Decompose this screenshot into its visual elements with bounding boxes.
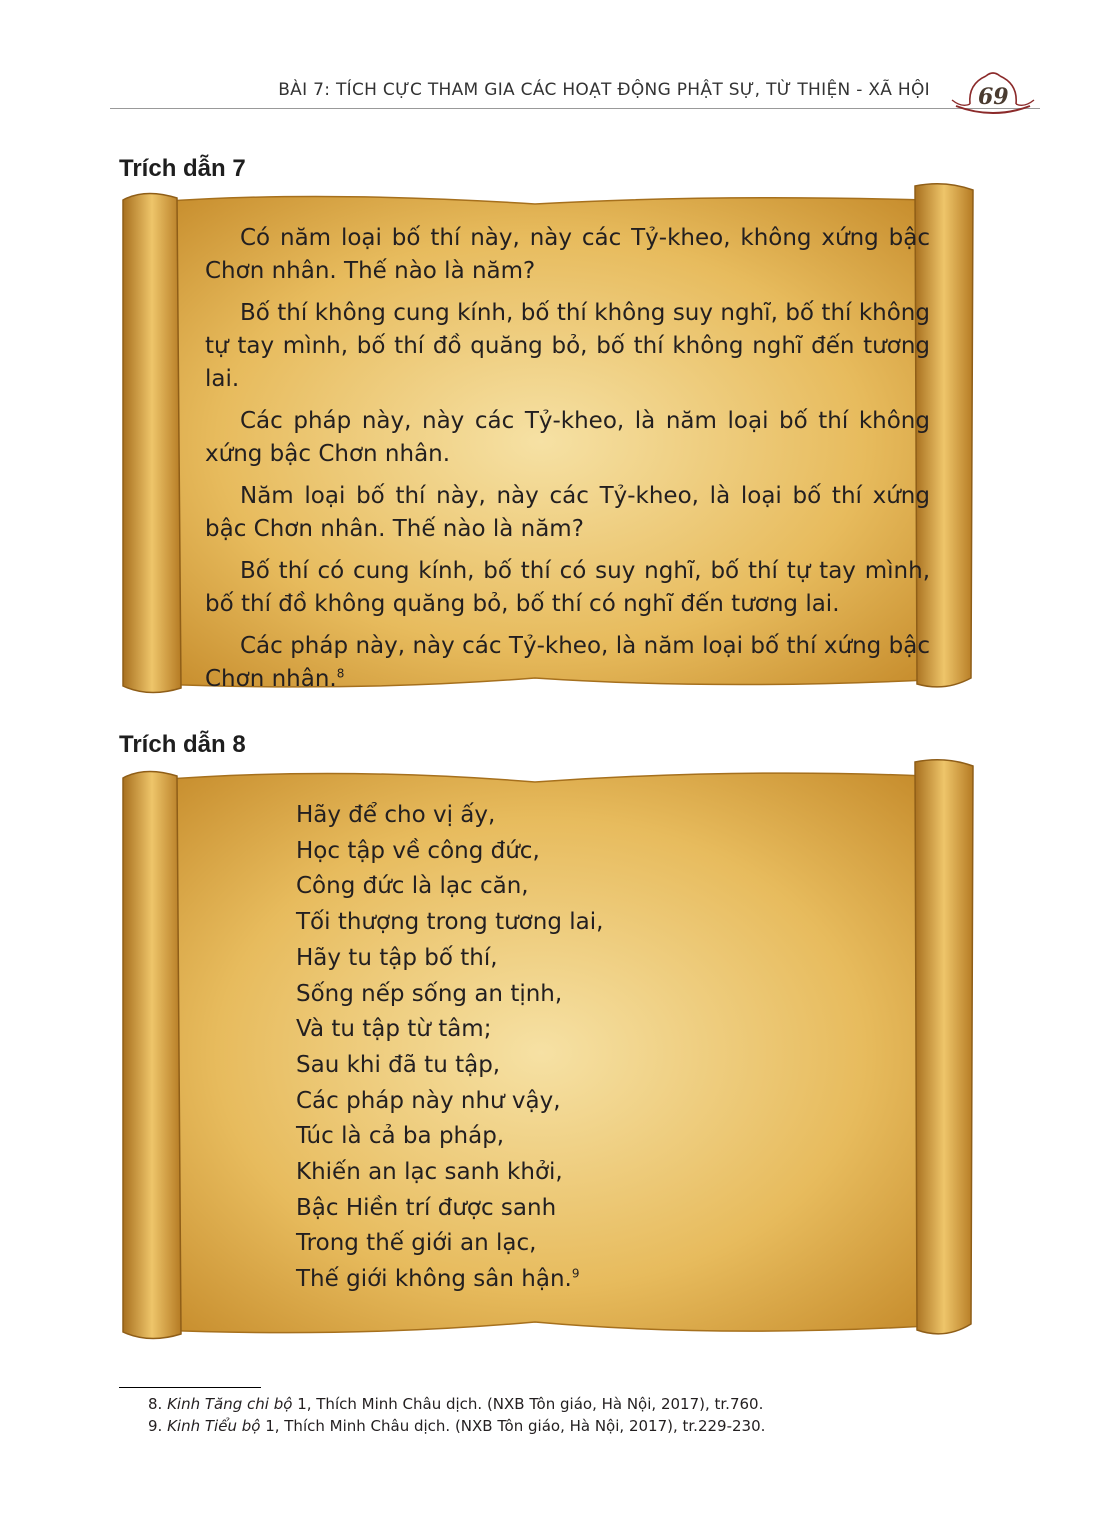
verse-line: Hãy để cho vị ấy,	[296, 802, 496, 828]
footnote-8	[148, 1393, 765, 1415]
footnote-number: 9.	[148, 1417, 163, 1435]
quote7-paragraph-6-text: Các pháp này, này các Tỷ-kheo, là năm loại bố thí xứng bậc Chơn nhân.	[205, 633, 930, 692]
verse-line: Công đức là lạc căn,	[296, 873, 529, 900]
footnote-rule	[119, 1387, 261, 1388]
verse-line: Khiến an lạc sanh khởi,	[296, 1159, 563, 1186]
footnote-number: 8.	[148, 1395, 163, 1413]
quote8-scroll	[115, 756, 980, 1346]
verse-line: Hãy tu tập bố thí,	[296, 944, 498, 971]
verse-line: Và tu tập từ tâm;	[296, 1016, 492, 1043]
quote7-scroll	[115, 180, 980, 700]
verse-line: Trong thế giới an lạc,	[296, 1230, 537, 1257]
footnote-text: 1, Thích Minh Châu dịch. (NXB Tôn giáo, Hà Nội, 2017), tr.229-230.	[260, 1417, 766, 1435]
verse-line: Các pháp này như vậy,	[296, 1087, 561, 1114]
running-header	[0, 70, 1040, 114]
quote8-verse	[296, 798, 896, 1298]
footnote-ref-8: 8	[336, 666, 345, 681]
page-number: 69	[978, 84, 1009, 110]
verse-line: Sống nếp sống an tịnh,	[296, 980, 563, 1007]
footnote-title: Kinh Tăng chi bộ	[167, 1395, 293, 1413]
footnote-ref-9: 9	[571, 1266, 580, 1281]
verse-line	[296, 1262, 896, 1298]
chapter-title: BÀI 7: TÍCH CỰC THAM GIA CÁC HOẠT ĐỘNG PHẬT SỰ, TỪ THIỆN - XÃ HỘI	[278, 80, 930, 100]
quote8-heading: Trích dẫn 8	[119, 731, 246, 758]
quote7-paragraph-1: Có năm loại bố thí này, này các Tỷ-kheo, không xứng bậc Chơn nhân. Thế nào là năm?	[205, 225, 930, 284]
verse-line: Tối thượng trong tương lai,	[296, 909, 604, 936]
quote7-paragraph-2: Bố thí không cung kính, bố thí không suy nghĩ, bố thí không tự tay mình, bố thí đồ quăng bỏ, bố thí không nghĩ đến tương lai.	[205, 300, 930, 392]
verse-line: Sau khi đã tu tập,	[296, 1051, 501, 1078]
quote7-heading: Trích dẫn 7	[119, 155, 246, 182]
verse-line-text: Thế giới không sân hận.	[296, 1266, 572, 1293]
quote7-text	[205, 222, 930, 696]
footnote-title: Kinh Tiểu bộ	[167, 1417, 261, 1435]
verse-line: Học tập về công đức,	[296, 837, 540, 864]
footnote-text: 1, Thích Minh Châu dịch. (NXB Tôn giáo, Hà Nội, 2017), tr.760.	[292, 1395, 764, 1413]
verse-line: Bậc Hiền trí được sanh	[296, 1194, 557, 1221]
quote7-paragraph-6	[205, 630, 930, 696]
footnotes	[148, 1393, 765, 1437]
footnote-9	[148, 1415, 765, 1437]
quote7-paragraph-3: Các pháp này, này các Tỷ-kheo, là năm loại bố thí không xứng bậc Chơn nhân.	[205, 408, 930, 467]
quote7-paragraph-5: Bố thí có cung kính, bố thí có suy nghĩ, bố thí tự tay mình, bố thí đồ không quăng bỏ, bố thí có nghĩ đến tương lai.	[205, 558, 930, 617]
quote7-paragraph-4: Năm loại bố thí này, này các Tỷ-kheo, là loại bố thí xứng bậc Chơn nhân. Thế nào là năm?	[205, 483, 930, 542]
verse-line: Túc là cả ba pháp,	[296, 1123, 505, 1150]
header-rule	[110, 108, 1040, 109]
